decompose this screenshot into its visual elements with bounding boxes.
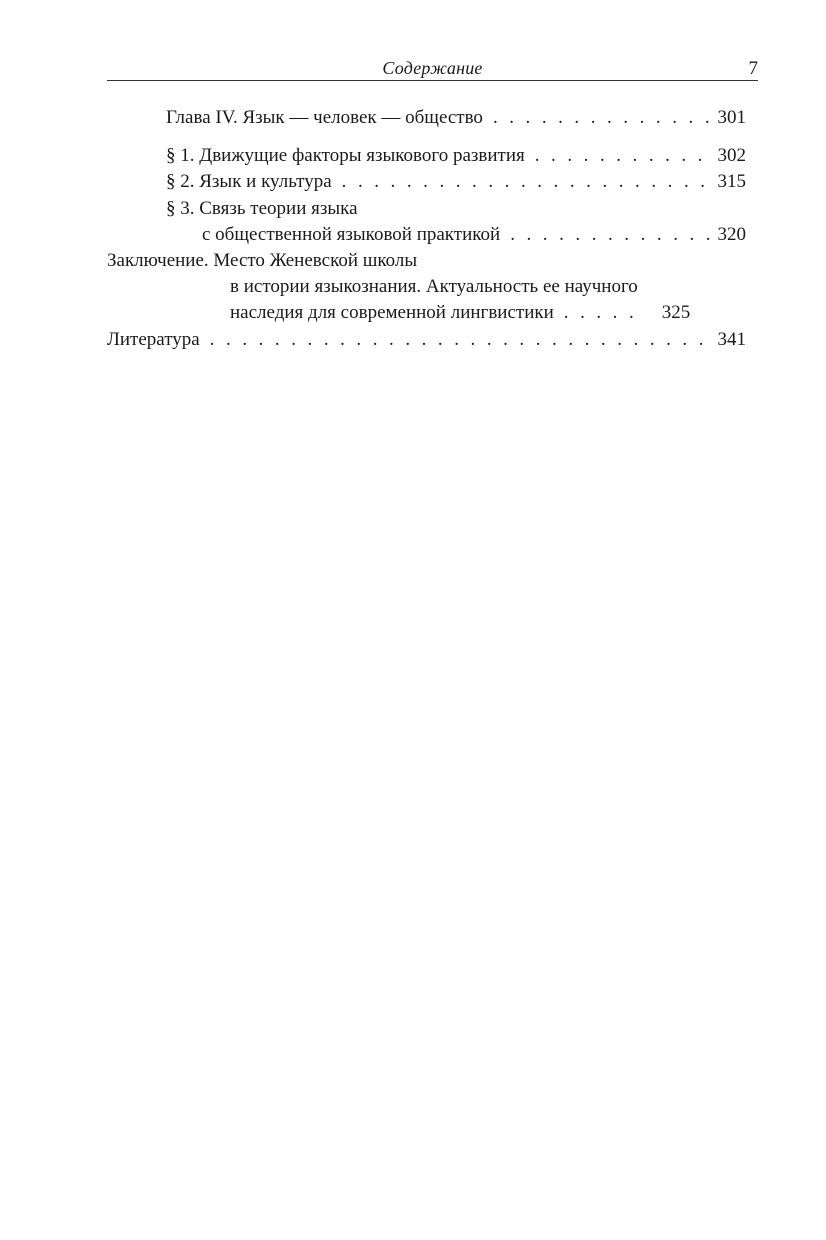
toc-entry-label: в истории языкознания. Актуальность ее научного <box>230 276 638 297</box>
toc-entry-label: наследия для современной лингвистики <box>230 302 554 323</box>
toc-entry-section-3-line1[interactable] <box>166 197 358 221</box>
toc-entry-page: 301 <box>717 107 746 128</box>
toc-entry-page: 320 <box>717 224 746 245</box>
toc-entry-label: § 3. Связь теории языка <box>166 198 358 219</box>
dot-leader <box>564 301 644 325</box>
dot-leader <box>535 144 710 168</box>
toc-entry-literature[interactable] <box>107 328 746 352</box>
toc-entry-conclusion-line1[interactable] <box>107 249 417 273</box>
toc-entry-label: § 1. Движущие факторы языкового развития <box>166 145 525 166</box>
toc-entry-section-3-line2[interactable] <box>202 223 746 247</box>
toc-entry-label: Литература <box>107 329 200 350</box>
toc-entry-label: § 2. Язык и культура <box>166 171 332 192</box>
toc-entry-section-2[interactable] <box>166 170 746 194</box>
toc-entry-page: 325 <box>661 302 691 323</box>
toc-entry-chapter-4[interactable] <box>166 106 746 130</box>
toc-entry-page: 302 <box>717 145 746 166</box>
header-rule <box>107 80 758 81</box>
dot-leader <box>510 223 709 247</box>
toc-entry-page: 341 <box>717 329 746 350</box>
toc-entry-conclusion-line2[interactable] <box>230 275 638 299</box>
dot-leader <box>493 106 710 130</box>
toc-entry-label: Заключение. Место Женевской школы <box>107 250 418 271</box>
running-header <box>107 56 758 82</box>
toc-entry-page: 315 <box>717 171 746 192</box>
dot-leader <box>342 170 710 194</box>
toc-entry-label: с общественной языковой практикой <box>202 224 501 245</box>
toc-entry-section-1[interactable] <box>166 144 746 168</box>
page-number: 7 <box>748 58 758 79</box>
dot-leader <box>210 328 710 352</box>
running-title: Содержание <box>382 58 483 78</box>
toc-entry-label: Глава IV. Язык — человек — общество <box>166 107 483 128</box>
toc-entry-conclusion-line3[interactable] <box>230 301 746 325</box>
